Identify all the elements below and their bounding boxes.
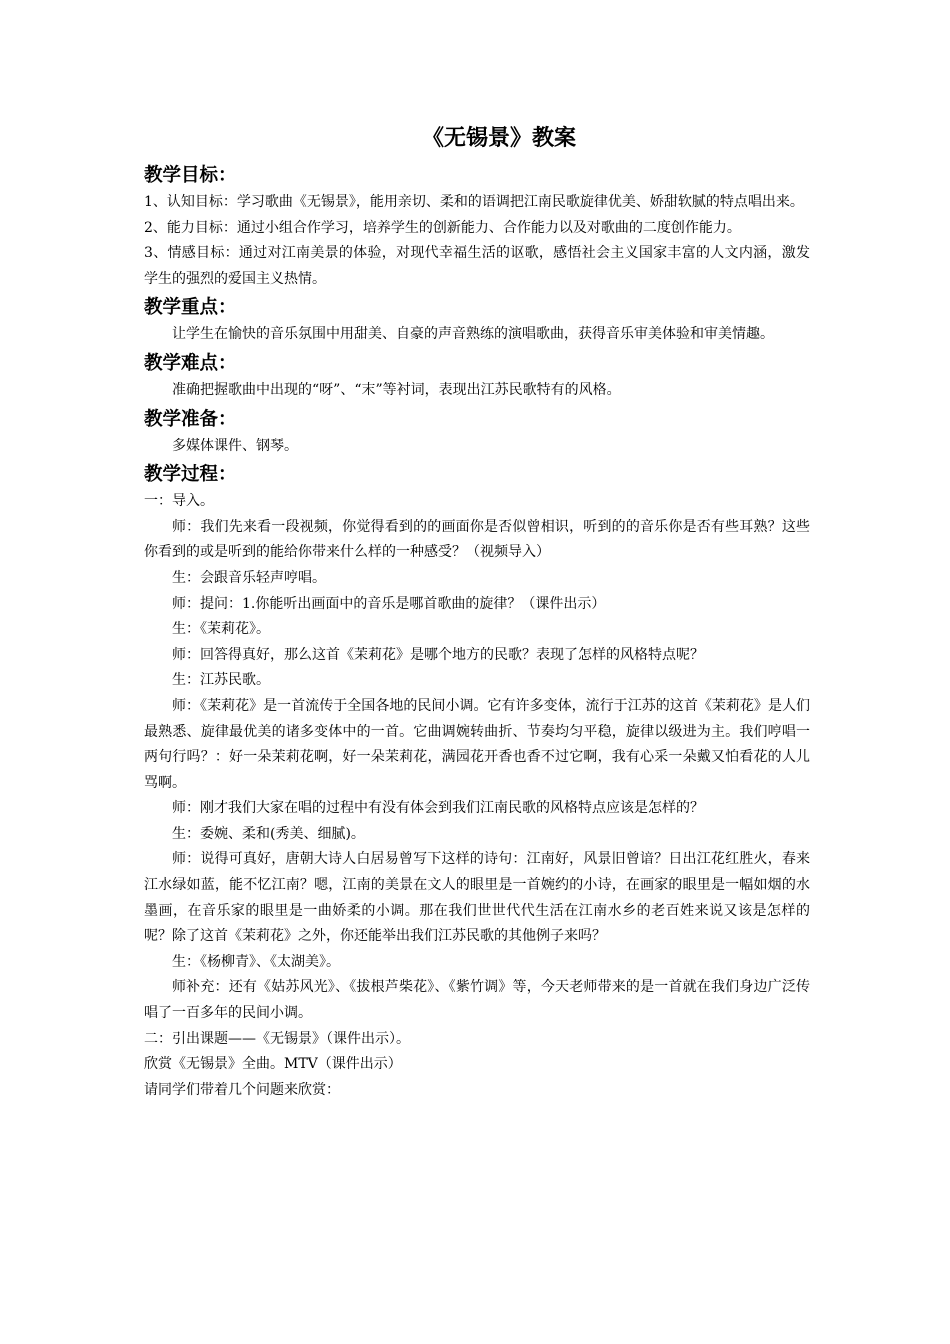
process-appreciate: 欣赏《无锡景》全曲。MTV（课件出示） <box>144 1056 402 1073</box>
process-questions: 请同学们带着几个问题来欣赏： <box>144 1081 340 1098</box>
goal-ability: 2、能力目标：通过小组合作学习，培养学生的创新能力、合作能力以及对歌曲的二度创作能力。 <box>144 219 741 236</box>
dialogue-line: 生：《杨柳青》、《太湖美》。 <box>172 953 340 970</box>
heading-difficulties: 教学难点： <box>144 352 237 374</box>
dialogue-line: 师：刚才我们大家在唱的过程中有没有体会到我们江南民歌的风格特点应该是怎样的？ <box>172 800 704 817</box>
dialogue-line: 师：说得可真好，唐朝大诗人白居易曾写下这样的诗句：江南好，风景旧曾谙？日出江花红胜火，春来江水绿如蓝，能不忆江南？嗯，江南的美景在文人的眼里是一首婉约的小诗，在画家的眼里是一幅如烟的水墨画，在音乐家的眼里是一曲娇柔的小调。那在我们世世代代生活在江南水乡的老百姓来说又该是怎样的呢？除了这首《茉莉花》之外，你还能举出我们江苏民歌的其他例子来吗？ <box>144 851 810 945</box>
preparation-text: 多媒体课件、钢琴。 <box>172 437 298 454</box>
key-points-text: 让学生在愉快的音乐氛围中用甜美、自豪的声音熟练的演唱歌曲，获得音乐审美体验和审美情趣。 <box>172 326 774 343</box>
goal-emotion: 3、情感目标：通过对江南美景的体验，对现代幸福生活的讴歌，感悟社会主义国家丰富的人文内涵，激发学生的强烈的爱国主义热情。 <box>144 245 810 287</box>
document-title: 《无锡景》教案 <box>421 126 576 151</box>
document-page <box>144 122 810 1103</box>
dialogue-line: 生：委婉、柔和(秀美、细腻)。 <box>172 825 365 842</box>
heading-key-points: 教学重点： <box>144 297 237 319</box>
heading-process: 教学过程： <box>144 464 237 486</box>
heading-preparation: 教学准备： <box>144 408 237 430</box>
goal-cognitive: 1、认知目标：学习歌曲《无锡景》，能用亲切、柔和的语调把江南民歌旋律优美、娇甜软腻的特点唱出来。 <box>144 194 804 210</box>
dialogue-line: 生：会跟音乐轻声哼唱。 <box>172 569 326 586</box>
dialogue-line: 师：我们先来看一段视频，你觉得看到的的画面你是否似曾相识，听到的的音乐你是否有些耳熟？这些你看到的或是听到的能给你带来什么样的一种感受？（视频导入） <box>144 518 810 561</box>
dialogue-line: 师补充：还有《姑苏风光》、《拔根芦柴花》、《紫竹调》等，今天老师带来的是一首就在我们身边广泛传唱了一百多年的民间小调。 <box>144 979 810 1022</box>
process-step-title: 二：引出课题——《无锡景》（课件出示）。 <box>144 1030 410 1047</box>
dialogue-line: 生：《茉莉花》。 <box>172 621 270 638</box>
process-step-intro: 一：导入。 <box>144 493 214 510</box>
dialogue-line: 师：提问：1.你能听出画面中的音乐是哪首歌曲的旋律？（课件出示） <box>172 595 606 612</box>
dialogue-line: 师：《茉莉花》是一首流传于全国各地的民间小调。它有许多变体，流行于江苏的这首《茉莉花》是人们最熟悉、旋律最优美的诸多变体中的一首。它曲调婉转曲折、节奏均匀平稳，旋律以级进为主。我们哼唱一两句行吗？：好一朵茉莉花啊，好一朵茉莉花，满园花开香也香不过它啊，我有心采一朵戴又怕看花的人儿骂啊。 <box>144 697 810 791</box>
difficulties-text: 准确把握歌曲中出现的“呀”、“末”等衬词，表现出江苏民歌特有的风格。 <box>172 381 621 398</box>
heading-teaching-goals: 教学目标： <box>144 165 237 186</box>
dialogue-line: 师：回答得真好，那么这首《茉莉花》是哪个地方的民歌？表现了怎样的风格特点呢？ <box>172 646 704 663</box>
dialogue-line: 生：江苏民歌。 <box>172 672 270 689</box>
